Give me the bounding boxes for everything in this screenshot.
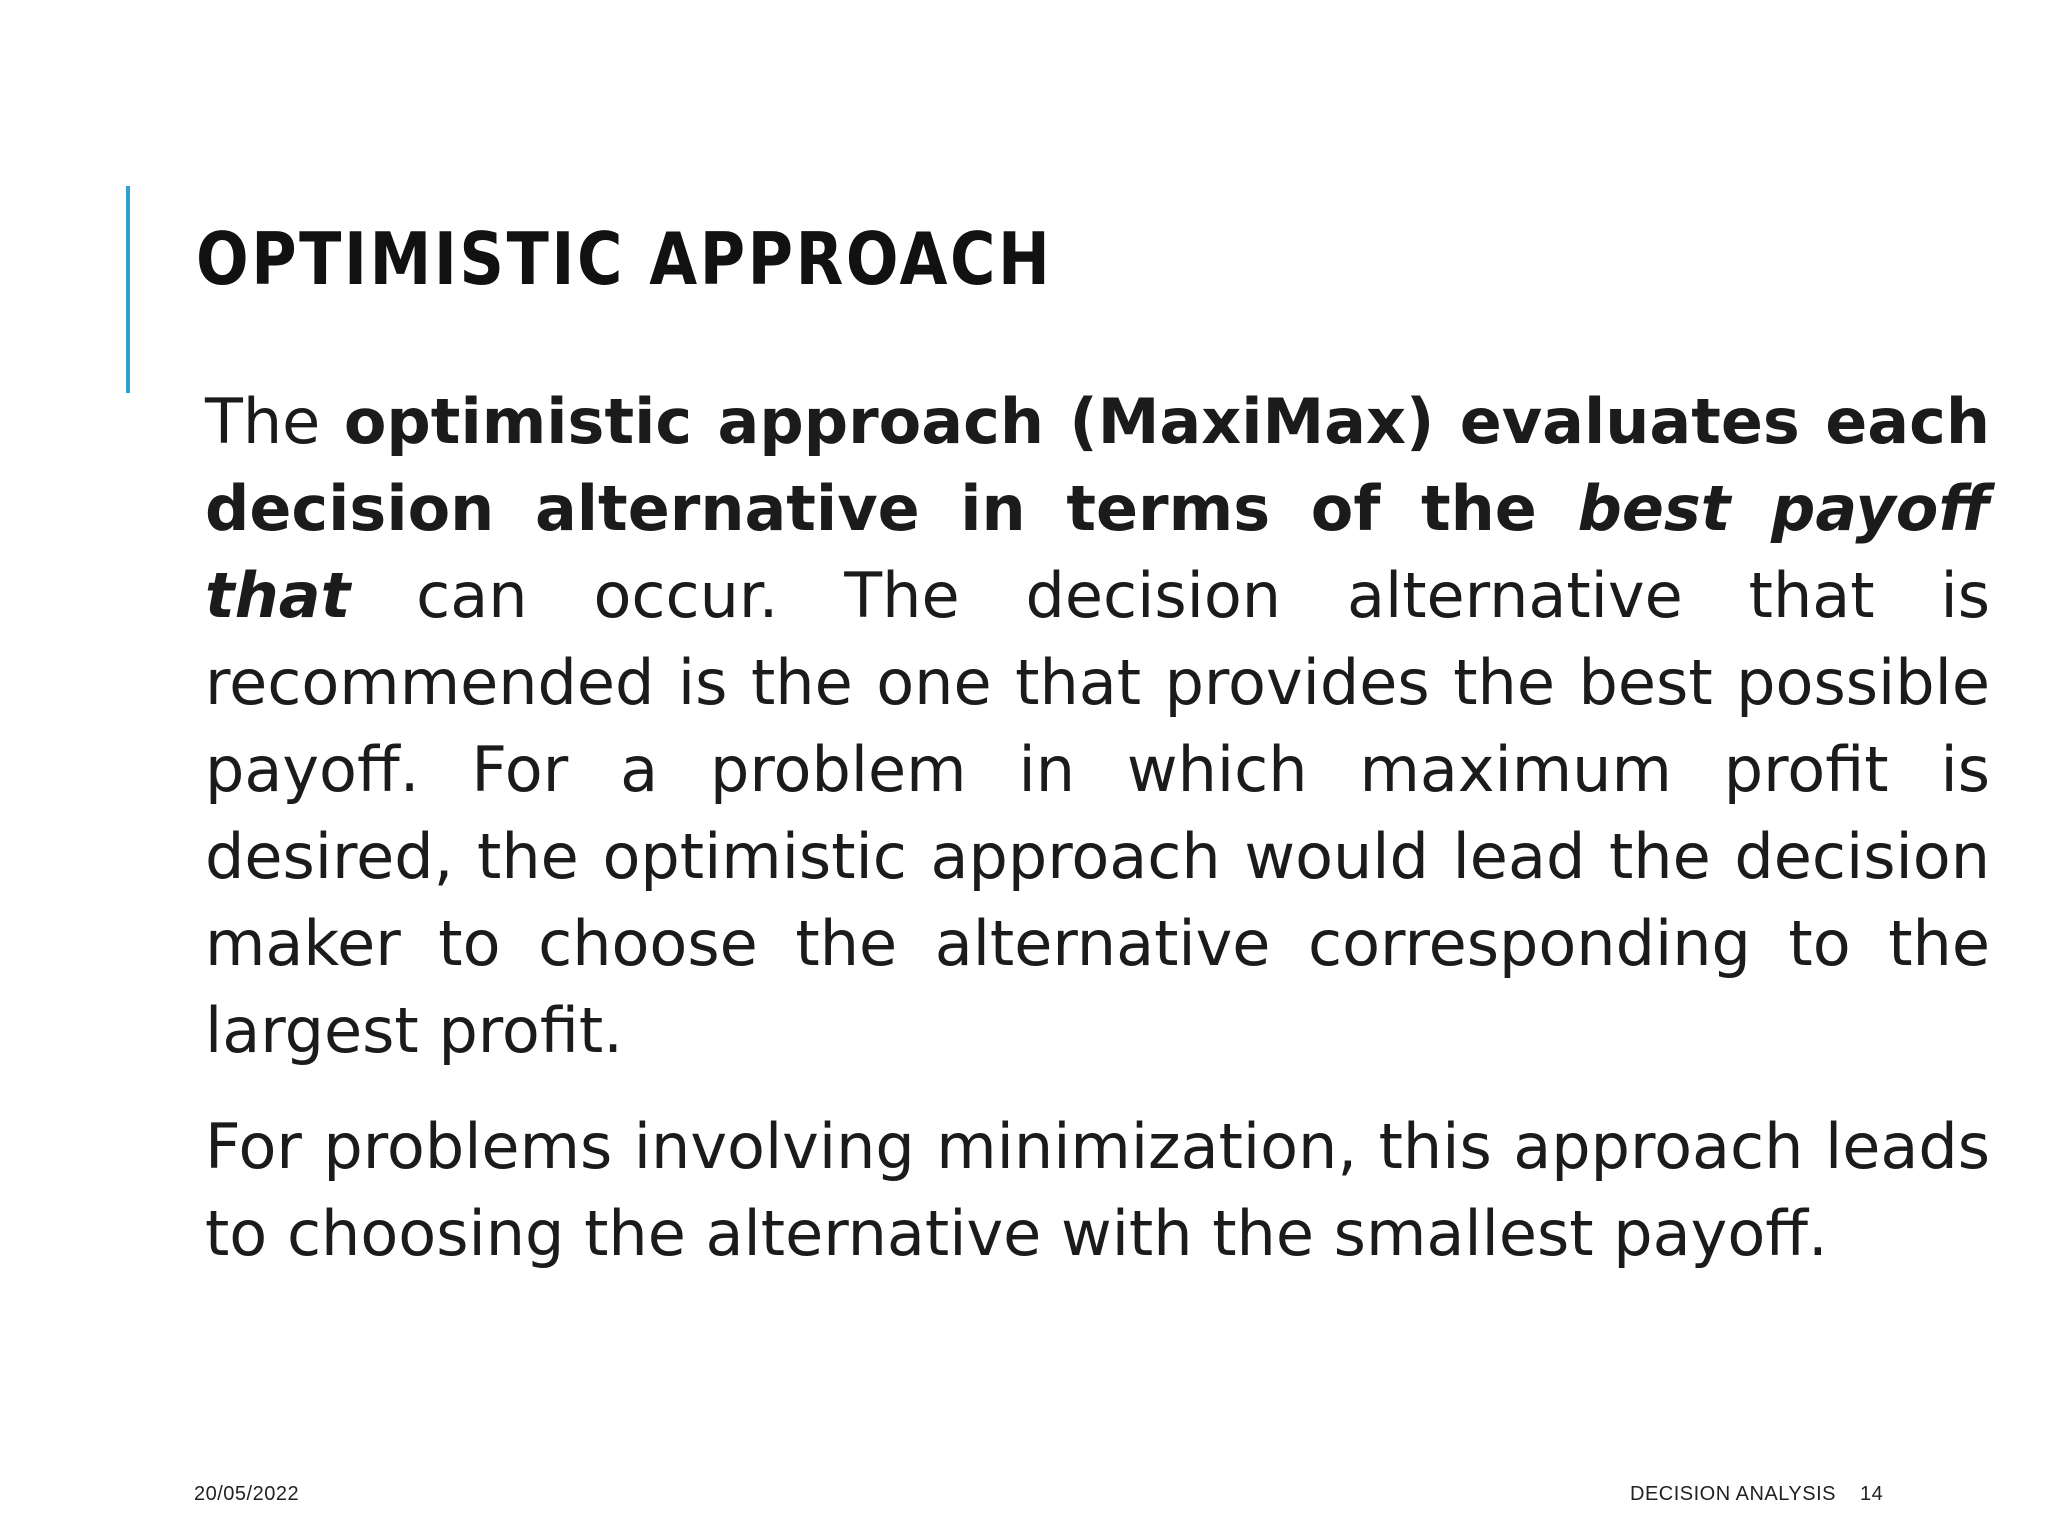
slide-title: OPTIMISTIC APPROACH [196, 217, 1053, 301]
paragraph-intro: The [205, 385, 344, 458]
paragraph-bold-italic: best payoff that [205, 472, 1990, 632]
footer-date: 20/05/2022 [194, 1483, 300, 1505]
paragraph-minimization: For problems involving minimization, this approach leads to choosing the alternative with the smallest payoff. [205, 1110, 1990, 1270]
paragraph-rest: can occur. The decision alternative that is recommended is the one that provides the best possible payoff. For a problem in which maximum profit is desired, the optimistic approach would lead the decision maker to choose the alternative corresponding to the largest profit. [205, 559, 1990, 1067]
footer-page-number: 14 [1860, 1483, 1884, 1505]
slide-body [205, 378, 1990, 1277]
footer-title: DECISION ANALYSIS [1630, 1483, 1836, 1505]
paragraph-maximax-definition [205, 378, 1990, 1074]
title-accent-bar [126, 186, 130, 393]
paragraph-bold-lead: optimistic approach (MaxiMax) evaluates each decision alternative in terms of the [205, 385, 1990, 545]
